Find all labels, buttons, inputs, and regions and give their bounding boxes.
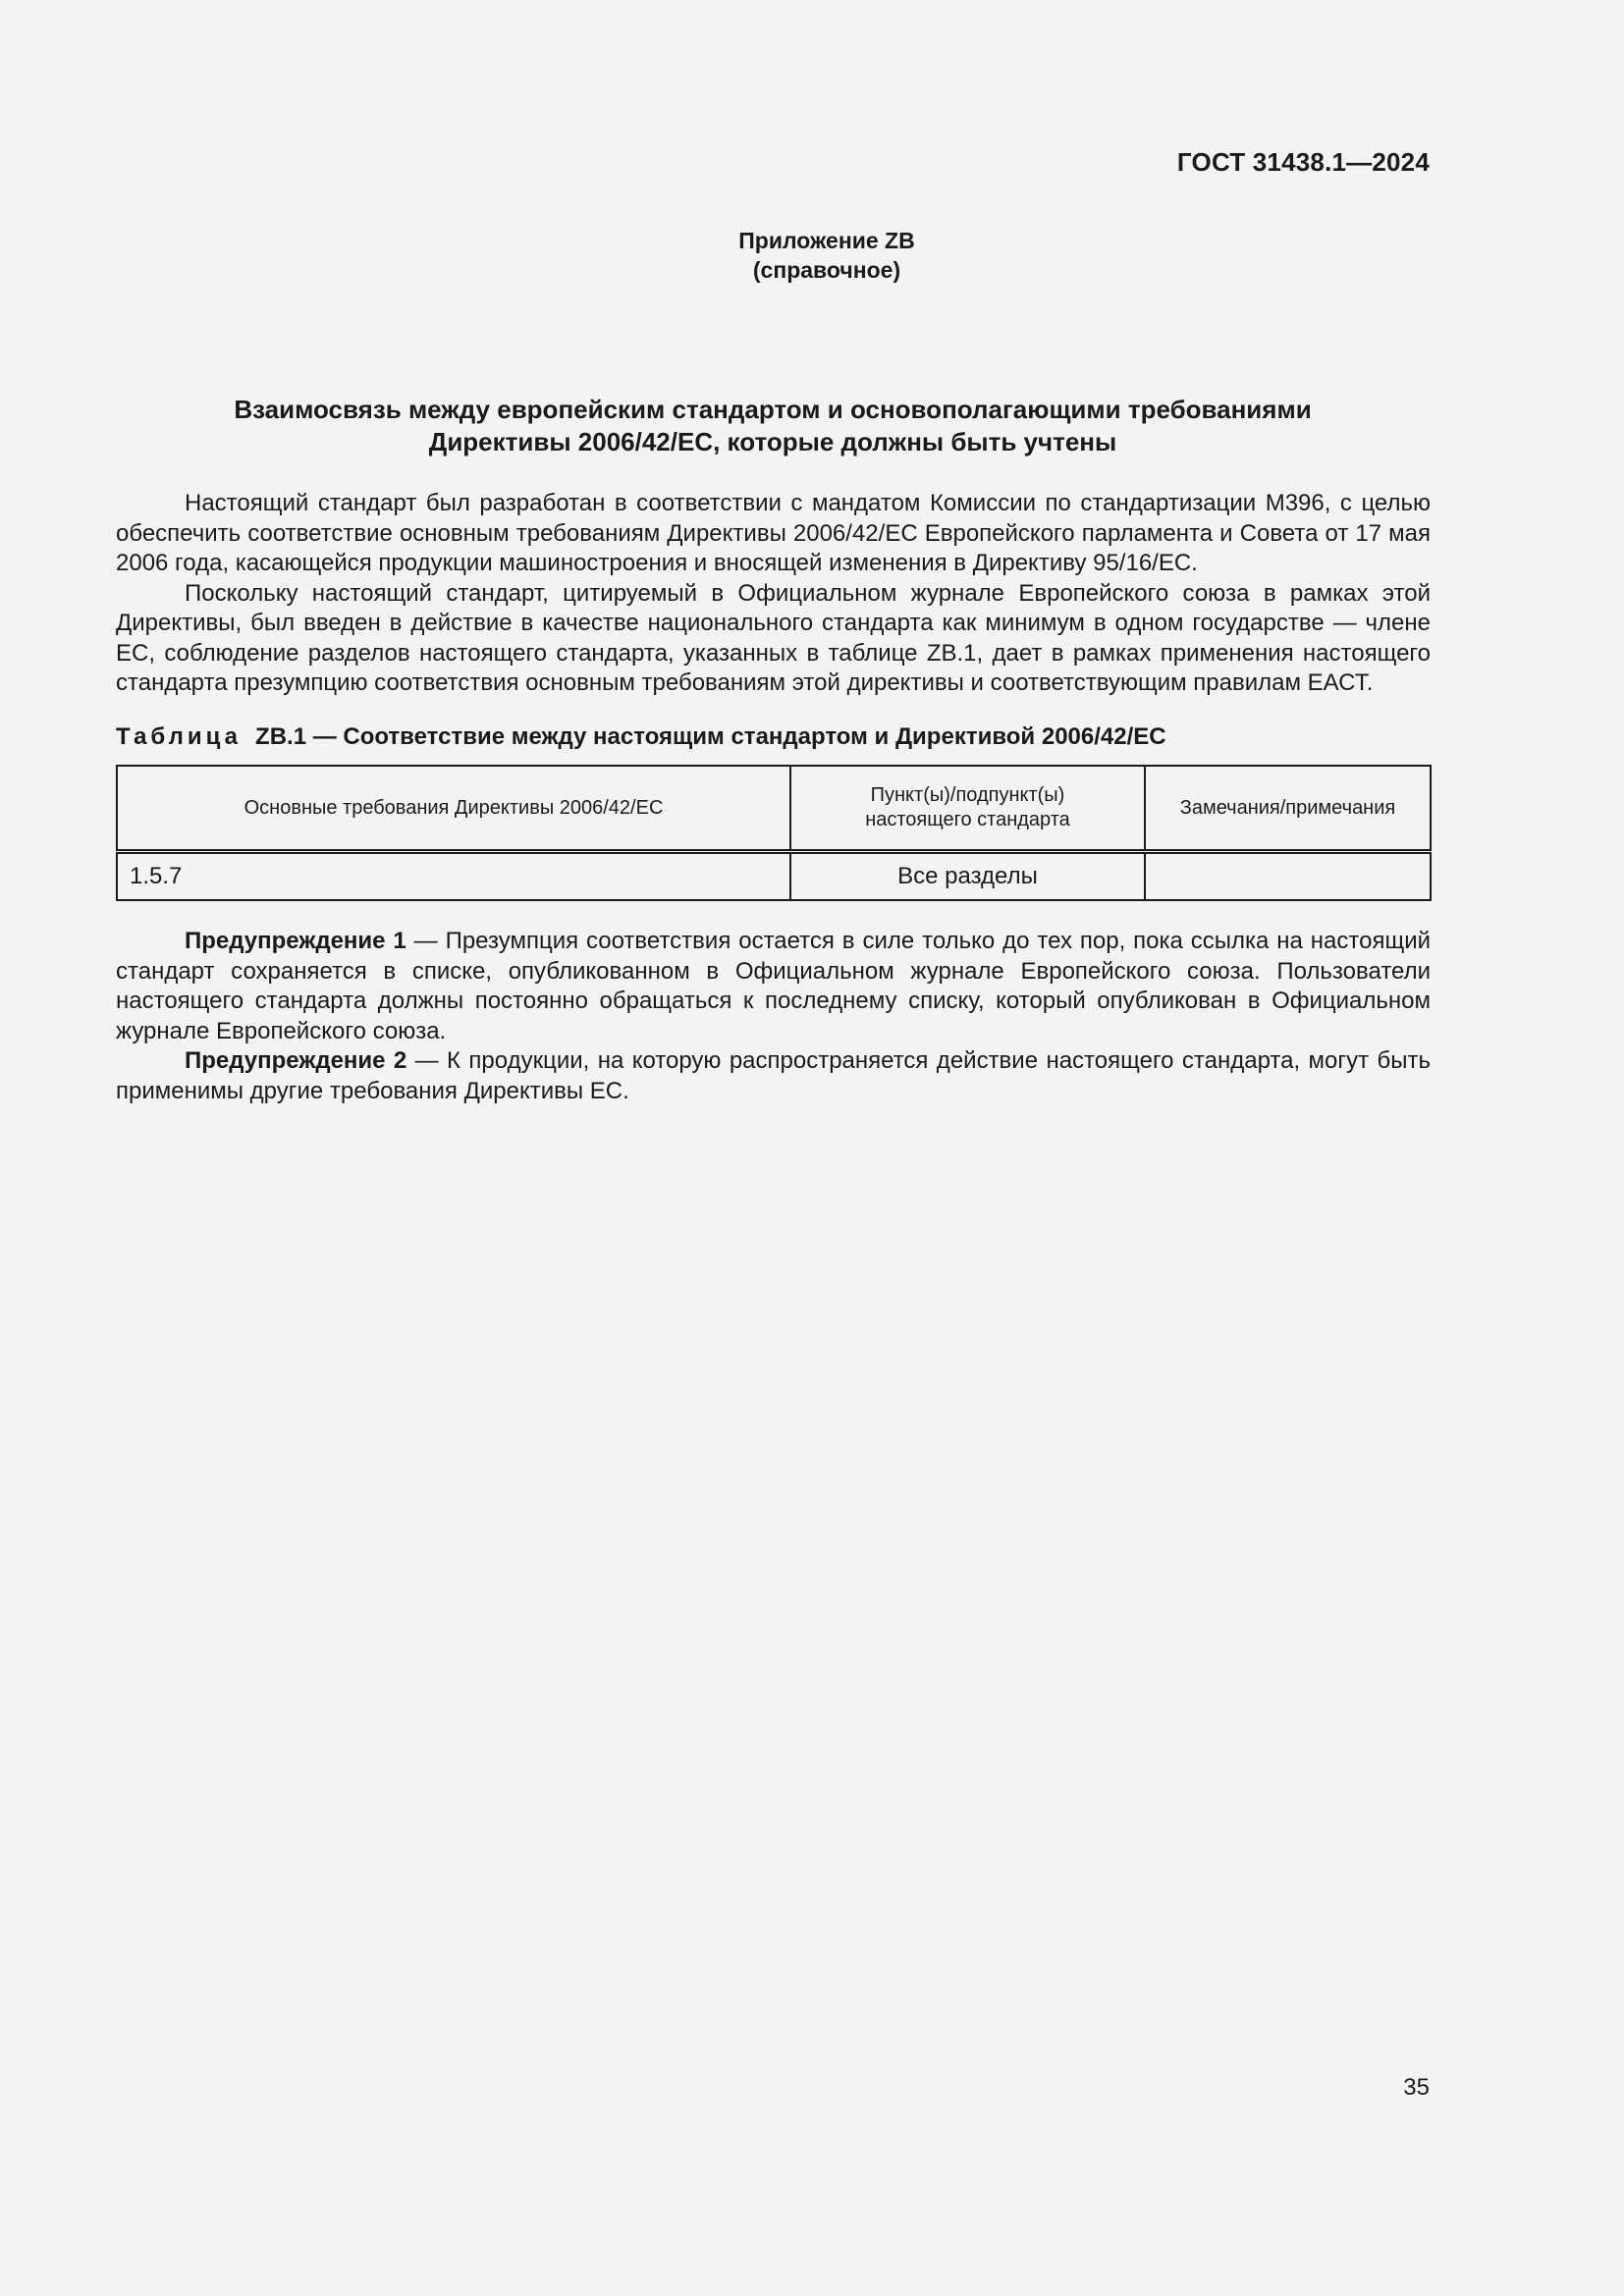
cell-remarks xyxy=(1145,852,1431,901)
header-remarks: Замечания/примечания xyxy=(1145,766,1431,852)
section-title-line2: Директивы 2006/42/ЕС, которые должны быть учтены xyxy=(428,427,1117,456)
header-requirements: Основные требования Директивы 2006/42/ЕС xyxy=(117,766,790,852)
header-clauses-line2: настоящего стандарта xyxy=(865,809,1070,830)
appendix-heading xyxy=(0,226,1624,285)
table-caption-text: ZB.1 — Соответствие между настоящим стандартом и Директивой 2006/42/ЕС xyxy=(255,723,1166,750)
warning-2-text: — К продукции, на которую распространяется действие настоящего стандарта, могут быть применимы другие требования Директивы ЕС. xyxy=(116,1047,1432,1104)
header-clauses xyxy=(790,766,1145,852)
page-number: 35 xyxy=(1403,2074,1430,2101)
appendix-subtitle: (справочное) xyxy=(752,257,901,283)
table-caption xyxy=(116,723,1166,751)
appendix-title: Приложение ZB xyxy=(738,228,915,253)
warnings-text xyxy=(116,927,1431,1106)
intro-paragraph-2: Поскольку настоящий стандарт, цитируемый в Официальном журнале Европейского союза в рамках этой Директивы, был введен в действие в качестве национального стандарта как минимум в одном государстве — члене ЕС, соблюдение разделов настоящего стандарта, указанных в таблице ZB.1, дает в рамках применения настоящего стандарта презумпцию соответствия основным требованиям этой директивы и соответствующим правилам ЕАСТ. xyxy=(116,579,1431,696)
warning-1-text: — Презумпция соответствия остается в силе только до тех пор, пока ссылка на настоящий стандарт сохраняется в списке, опубликованном в Официальном журнале Европейского союза. Пользователи настоящего стандарта должны постоянно обращаться к последнему списку, который опубликован в Официальном журнале Европейского союза. xyxy=(116,928,1432,1044)
table-caption-label: Таблица xyxy=(116,723,243,750)
warning-1-label: Предупреждение 1 xyxy=(185,928,406,954)
warning-2-label: Предупреждение 2 xyxy=(185,1047,407,1074)
section-title-line1: Взаимосвязь между европейским стандартом и основополагающими требованиями xyxy=(234,395,1312,424)
warning-2 xyxy=(116,1046,1431,1106)
table-row xyxy=(117,852,1431,901)
warning-1 xyxy=(116,927,1431,1046)
document-code: ГОСТ 31438.1—2024 xyxy=(1176,147,1430,177)
section-title xyxy=(116,394,1430,458)
intro-text xyxy=(116,489,1431,699)
header-clauses-line1: Пункт(ы)/подпункт(ы) xyxy=(870,784,1065,806)
table-header-row xyxy=(117,766,1431,852)
intro-paragraph-1: Настоящий стандарт был разработан в соответствии с мандатом Комиссии по стандартизации М396, с целью обеспечить соответствие основным требованиям Директивы 2006/42/ЕС Европейского парламента и Совета от 17 мая 2006 года, касающейся продукции машиностроения и вносящей изменения в Директиву 95/16/ЕС. xyxy=(116,490,1431,576)
cell-requirement: 1.5.7 xyxy=(117,852,790,901)
correspondence-table xyxy=(116,765,1432,901)
cell-clauses: Все разделы xyxy=(790,852,1145,901)
